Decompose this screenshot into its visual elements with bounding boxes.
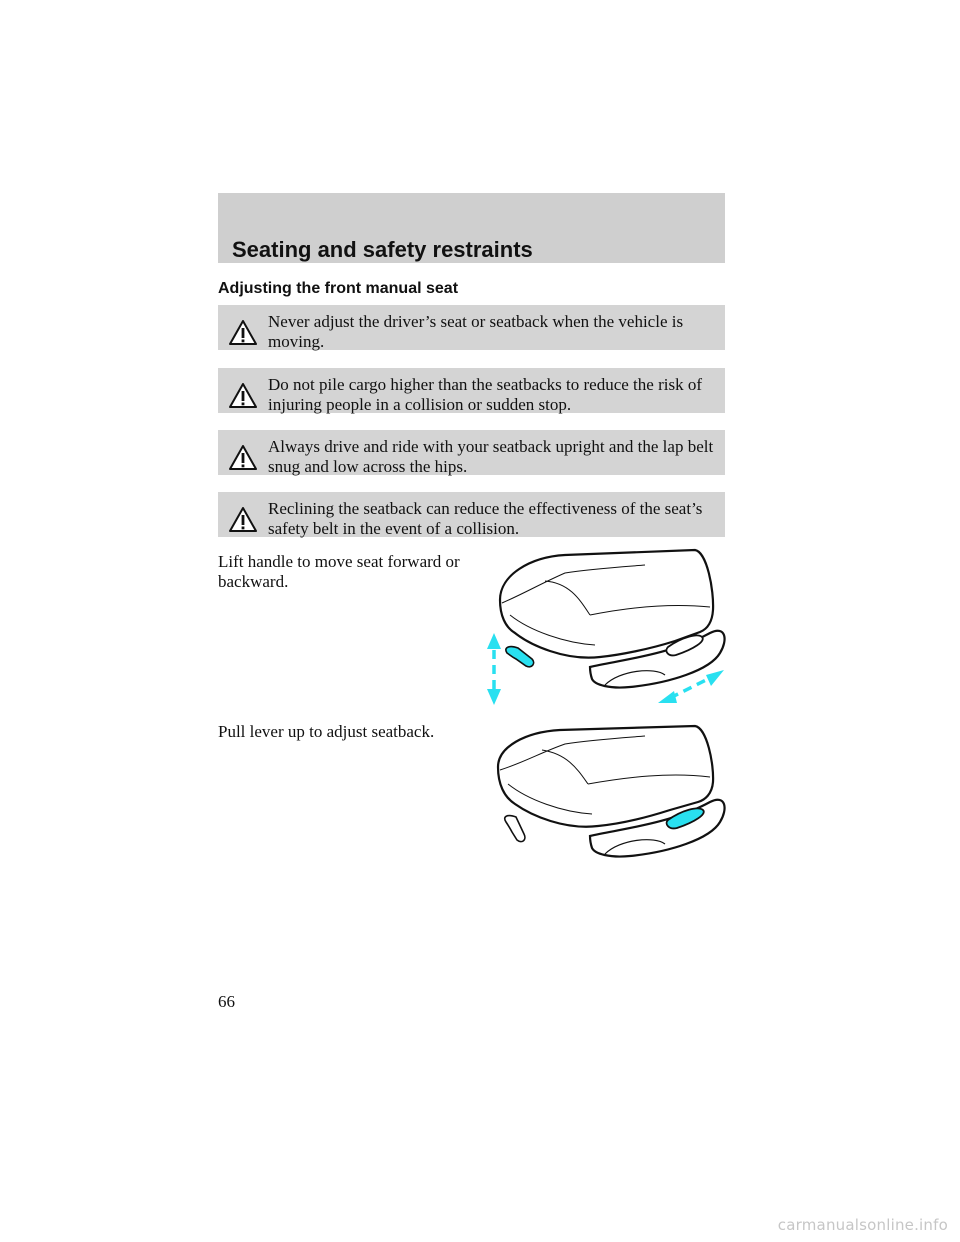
- warning-triangle-icon: [228, 444, 258, 471]
- warning-box: [218, 305, 725, 350]
- chapter-title: Seating and safety restraints: [232, 237, 533, 262]
- instruction-text: Pull lever up to adjust seatback.: [218, 722, 435, 741]
- seat-slide-figure: [470, 545, 730, 715]
- warning-text: Never adjust the driver’s seat or seatback when the vehicle is moving.: [268, 312, 684, 351]
- warning-box: [218, 368, 725, 413]
- footer-watermark[interactable]: carmanualsonline.info: [777, 1216, 948, 1234]
- warning-text: Reclining the seatback can reduce the effectiveness of the seat’s safety belt in the event of a collision.: [268, 499, 703, 538]
- warning-text: Always drive and ride with your seatback upright and the lap belt snug and low across the hips.: [268, 437, 714, 476]
- seat-recline-figure: [470, 722, 730, 872]
- section-heading: Adjusting the front manual seat: [218, 280, 459, 297]
- warning-triangle-icon: [228, 319, 258, 346]
- instruction-text: Lift handle to move seat forward or backward.: [218, 552, 460, 591]
- page-number: 66: [218, 992, 235, 1011]
- warning-triangle-icon: [228, 506, 258, 533]
- warning-text: Do not pile cargo higher than the seatbacks to reduce the risk of injuring people in a collision or sudden stop.: [268, 375, 702, 414]
- warning-triangle-icon: [228, 382, 258, 409]
- chapter-header: [218, 193, 725, 263]
- warning-box: [218, 492, 725, 537]
- warning-box: [218, 430, 725, 475]
